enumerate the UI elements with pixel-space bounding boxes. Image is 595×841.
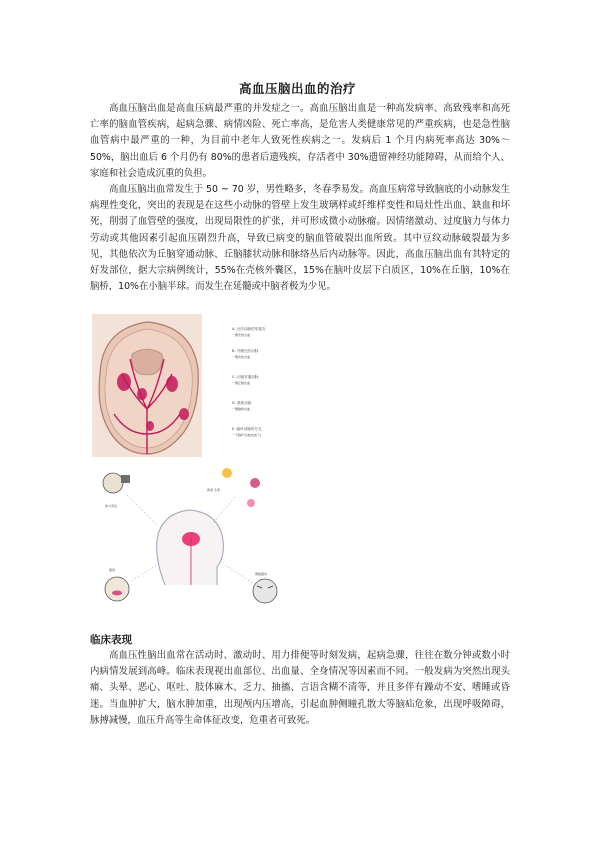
figure-label: 暴食: [109, 568, 116, 572]
head-profile: [157, 510, 224, 585]
legend-line: 一侧脑桥出血: [232, 407, 251, 411]
hemorrhage-site-b: [166, 376, 178, 392]
figure-label: 春季 冬季: [207, 488, 220, 492]
connector-line: [213, 497, 235, 523]
ventricle: [132, 349, 163, 375]
section-heading: 临床表现: [90, 634, 132, 646]
figure-label: 情绪激动: [255, 572, 268, 576]
hemorrhage-site-a: [117, 373, 131, 391]
legend-line: E. 脑叶动脉的分支: [232, 427, 262, 431]
brain-section-figure: [92, 314, 312, 457]
connector-line: [131, 565, 157, 581]
legend-line: B. 外侧豆纹动脉: [232, 349, 259, 353]
risk-factors-figure: [95, 465, 290, 613]
connector-line: [225, 565, 253, 583]
carried-box: [121, 475, 130, 483]
legend-line: C. 丘脑穿通动脉: [232, 375, 259, 379]
legend-line: 一个脑叶出血(皮质下): [232, 433, 262, 437]
legend-line: A. 豆纹动脉的穿通支: [232, 327, 266, 331]
page-title: 高血压脑出血的治疗: [238, 81, 356, 96]
hemorrhage-site-c: [137, 388, 147, 400]
open-mouth: [112, 591, 122, 596]
hemorrhage-site-d: [146, 421, 154, 431]
body-paragraph: 高血压性脑出血常在活动时、激动时、用力排便等时刻发病，起病急骤，往往在数分钟或数小时内病情发展到高峰。临床表现视出血部位、出血量、全身情况等因素而不同。一般发病为突然出现头痛、头晕、恶心、呕吐、肢体麻木、乏力、抽搐、言语含糊不清等，并且多伴有躁动不安、嗜睡或昏迷。当血肿扩大，脑水肿加重，出现颅内压增高，引起血肿侧瞳孔散大等脑疝危象，出现呼吸障碍，脉搏减慢，血压升高等生命体征改变，危重者可致死。: [90, 650, 510, 726]
body-paragraph: 高血压脑出血是高血压病最严重的并发症之一。高血压脑出血是一种高发病率、高致残率和高死亡率的脑血管疾病，起病急骤、病情凶险、死亡率高，是危害人类健康常见的严重疾病，也是急性脑血管病中最严重的一种，为目前中老年人致死性疾病之一。发病后 1 个月内病死率高达 30%～50%，脑出血后 6 个月仍有 80%的患者后遗残疾，存活者中 30%遗留神经功能障碍，从而给个人、家庭和社会造成沉重的负担。: [90, 103, 510, 179]
blossom-icon: [247, 499, 255, 507]
legend-line: D. 基底动脉: [232, 401, 252, 405]
angry-figure: [253, 579, 277, 603]
eating-figure: [105, 577, 129, 601]
figure-label: 体力劳动: [105, 504, 118, 508]
legend-line: 一侧丘脑出血: [232, 381, 251, 385]
connector-line: [127, 495, 157, 525]
flower-icon: [250, 478, 260, 488]
legend-line: 一侧壳核出血: [232, 355, 251, 359]
hemorrhage-site-e: [179, 408, 189, 420]
legend-line: 一侧壳核出血: [232, 333, 251, 337]
body-paragraph: 高血压脑出血常发生于 50 ~ 70 岁，男性略多，冬春季易发。高血压病常导致脑底的小动脉发生病理性变化，突出的表现是在这些小动脉的管壁上发生玻璃样或纤维样变性和局灶性出血、缺血和坏死，削弱了血管壁的强度，出现局限性的扩张，并可形成微小动脉瘤。因情绪激动、过度脑力与体力劳动或其他因素引起血压剧烈升高，导致已病变的脑血管破裂出血所致。其中豆纹动脉破裂最为多见，其他依次为丘脑穿通动脉、丘脑膝状动脉和脉络丛后内动脉等。因此，高血压脑出血有其特定的好发部位，据大宗病例统计，55%在壳核外囊区，15%在脑叶皮层下白质区，10%在丘脑，10%在脑桥，10%在小脑半球。而发生在延髓或中脑者极为少见。: [90, 184, 510, 293]
worker-figure: [103, 473, 123, 493]
sun-icon: [222, 468, 232, 478]
